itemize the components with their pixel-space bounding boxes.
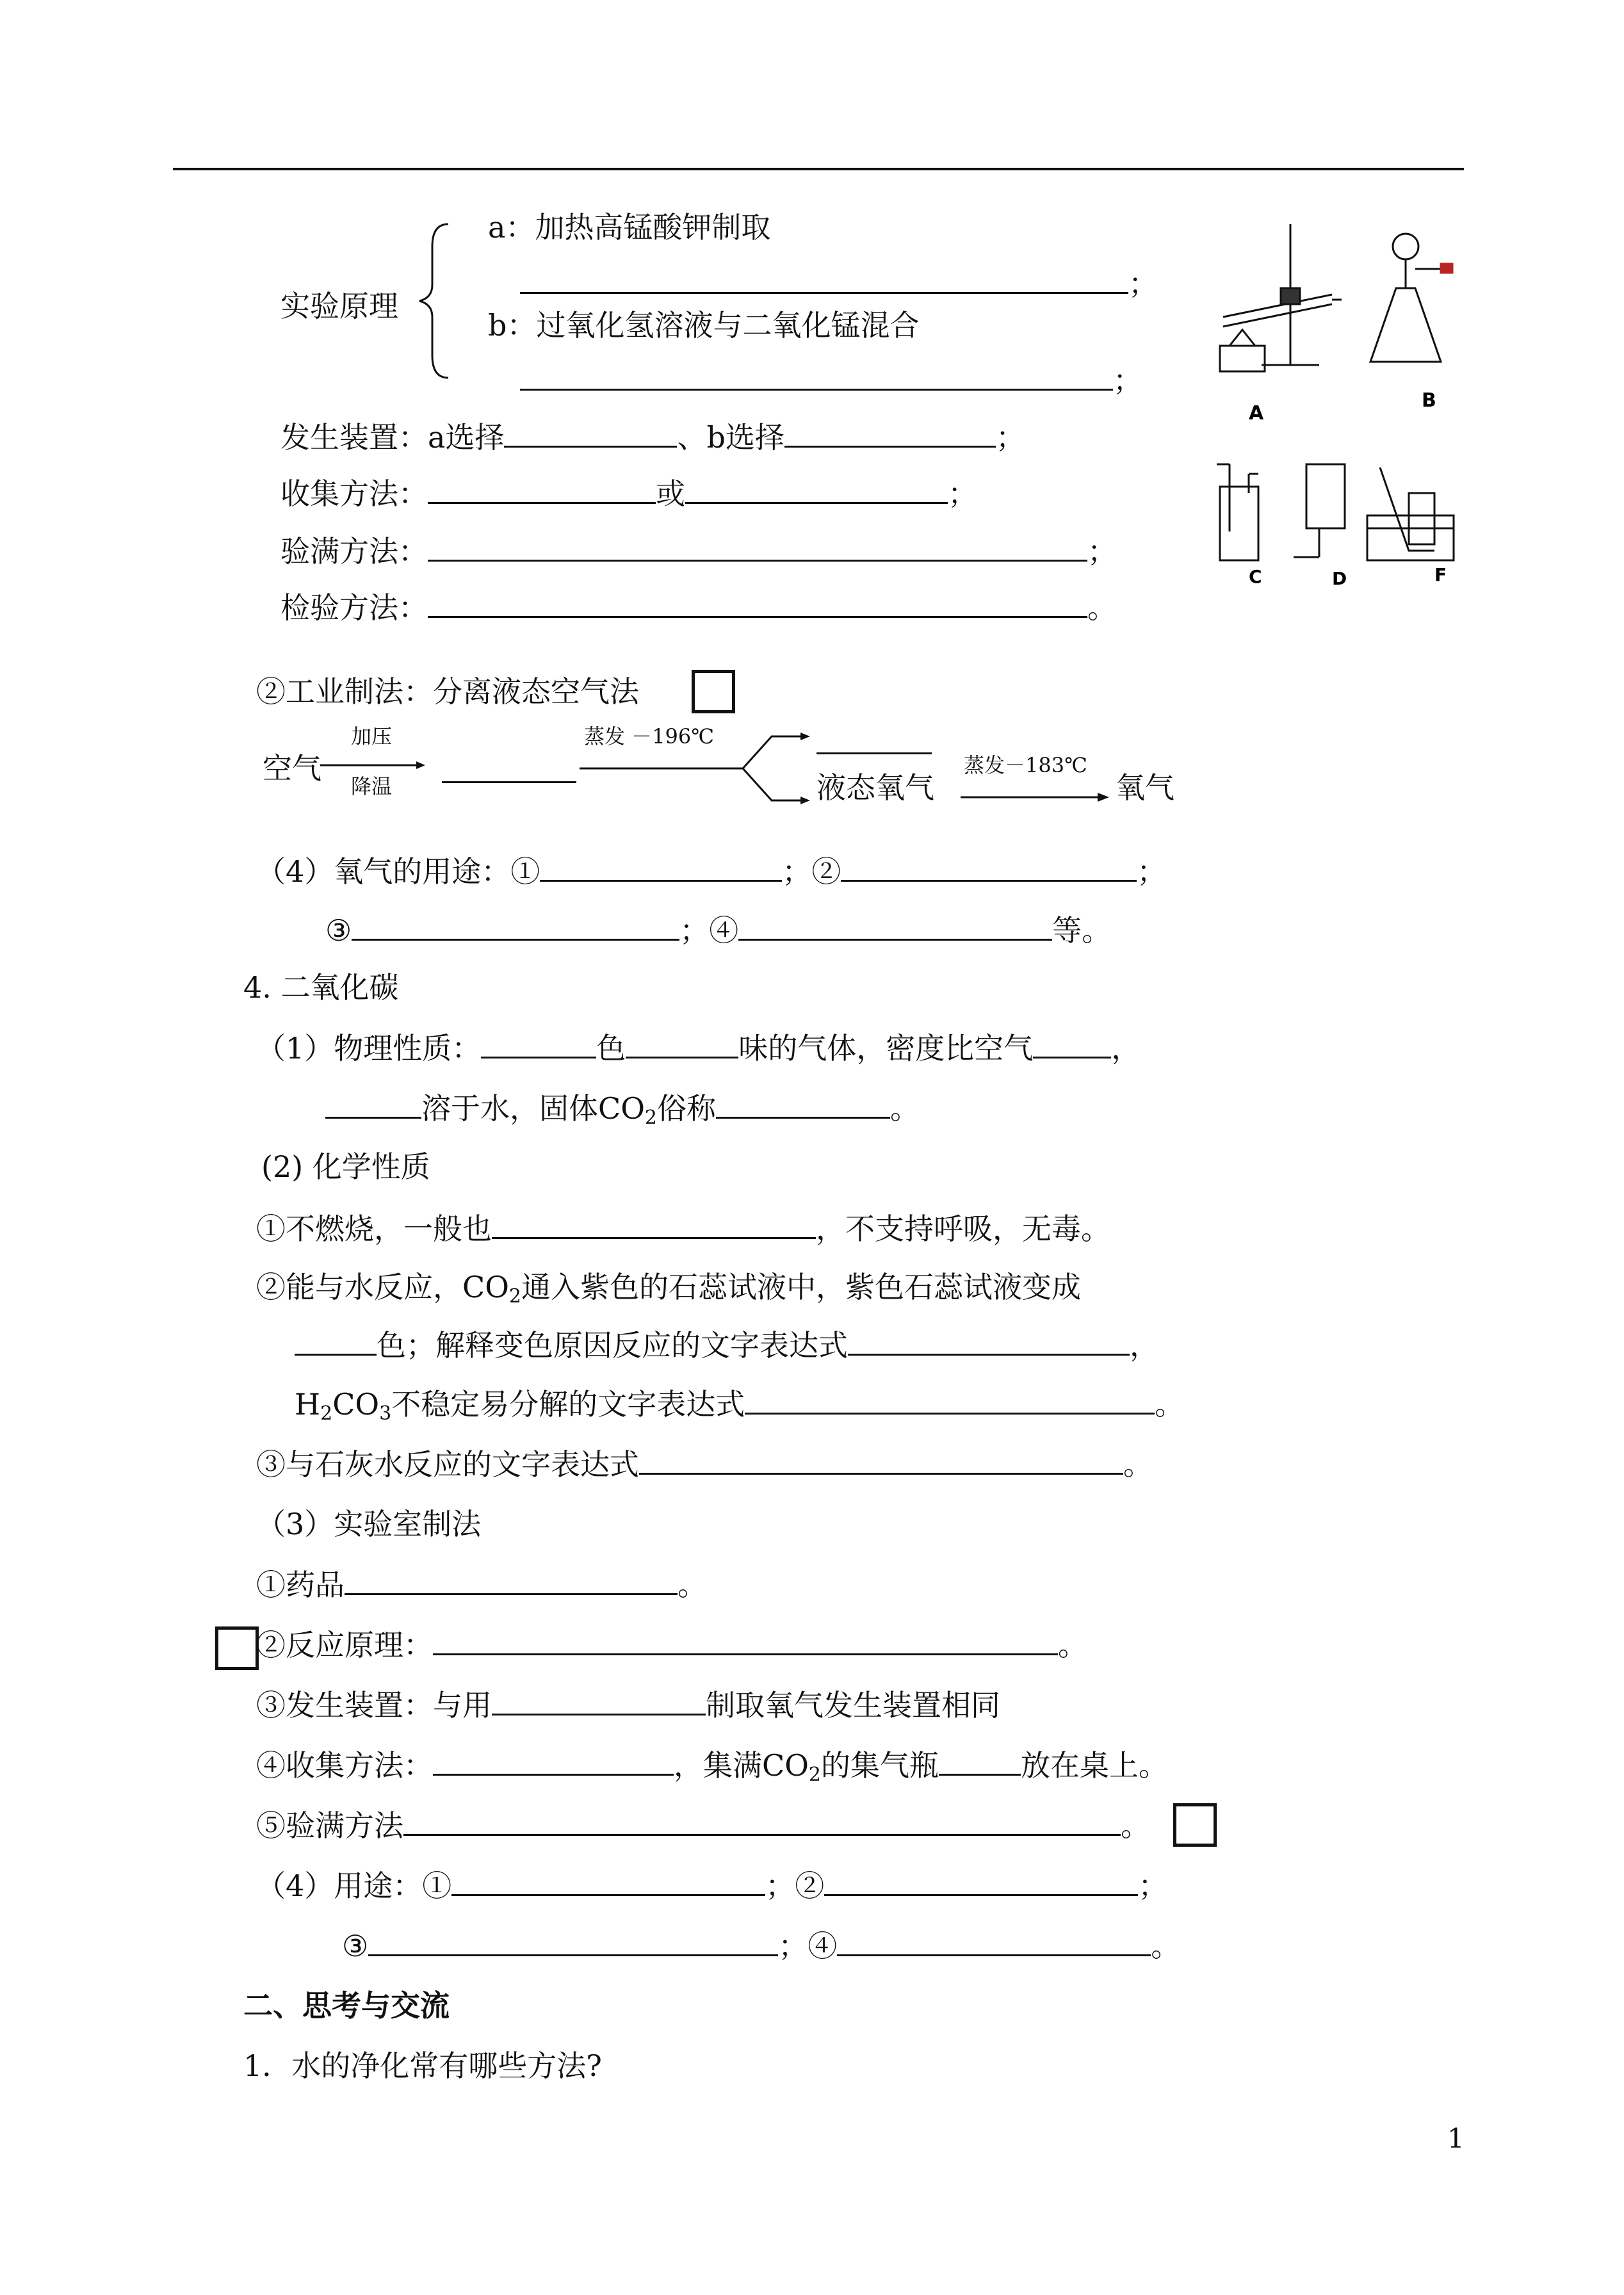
answer-blank[interactable] [824,1866,1138,1896]
full-check-row: 验满方法： ； [280,531,1117,571]
answer-blank[interactable] [738,911,1052,941]
principle-title: 实验原理 [280,289,398,323]
answer-blank[interactable] [428,474,656,504]
answer-blank[interactable] [639,1445,1123,1475]
co2-uses-row-1: （4）用途：① ；② ； [256,1866,1167,1905]
industrial-title: ②工业制法：分离液态空气法 [256,674,639,709]
flow-evap196: 蒸发 －196℃ [584,724,715,749]
answer-blank[interactable] [504,418,677,448]
figure-label-c: C [1249,566,1262,587]
co2-lab-title: （3）实验室制法 [256,1507,482,1541]
o2-uses-row-2: ③ ；④ 等。 [325,911,1111,950]
co2-lab-4: ④收集方法： ，集满$CO_2$的集气瓶 放在桌上。 [256,1746,1168,1794]
answer-blank[interactable] [481,1028,596,1058]
answer-blank[interactable] [848,1326,1130,1356]
answer-blank[interactable] [492,1209,816,1239]
checkbox[interactable] [692,670,735,713]
flow-pressurize: 加压 [351,724,393,749]
answer-blank[interactable] [520,361,1113,391]
flow-evap183: 蒸发－183℃ [964,753,1087,777]
figure-label-f: F [1434,564,1447,585]
apparatus-figure [1204,211,1498,602]
brace [416,221,455,381]
answer-blank[interactable] [784,418,996,448]
answer-blank[interactable] [540,852,782,882]
answer-blank[interactable] [433,1625,1058,1655]
answer-blank[interactable] [939,1746,1021,1776]
answer-blank[interactable] [428,531,1087,562]
page-number: 1 [1447,2123,1465,2154]
flow-liquid-o2: 液态氧气 [816,770,934,805]
answer-blank[interactable] [520,264,1128,294]
arrow-1 [320,759,429,772]
test-row: 检验方法： 。 [280,588,1117,627]
co2-chem-title: (2) 化学性质 [261,1149,430,1184]
figure-label-d: D [1332,568,1347,589]
flow-oxygen: 氧气 [1116,770,1174,805]
answer-blank[interactable] [428,588,1087,618]
answer-blank[interactable] [403,1806,1121,1836]
answer-blank[interactable] [626,1028,738,1058]
answer-blank[interactable] [352,911,679,941]
principle-b: b：过氧化氢溶液与二氧化锰混合 [488,308,920,343]
co2-uses-row-2: ③ ；④ 。 [342,1926,1180,1965]
co2-chem-1: ①不燃烧，一般也 ，不支持呼吸，无毒。 [256,1209,1110,1248]
co2-phys-row-2: 溶于水，固体$CO_2$俗称 。 [325,1089,920,1137]
answer-blank[interactable] [295,1326,377,1356]
answer-blank[interactable] [345,1565,678,1595]
answer-blank[interactable] [841,852,1137,882]
co2-chem-3: ③与石灰水反应的文字表达式 。 [256,1445,1153,1484]
apparatus-row: 发生装置：a选择 、b选择 ； [280,418,1025,457]
principle-b-blank-row: ； [520,361,1142,400]
co2-lab-2: ②反应原理： 。 [256,1625,1087,1664]
answer-blank[interactable] [1033,1028,1111,1058]
o2-uses-row-1: （4）氧气的用途：① ；② ； [256,852,1166,891]
answer-blank[interactable] [685,474,948,504]
collect-row: 收集方法： 或 ； [280,474,977,513]
co2-lab-5: ⑤验满方法 。 [256,1806,1150,1845]
co2-heading: 4. 二氧化碳 [243,970,399,1005]
answer-blank[interactable] [325,1089,421,1119]
flow-blank-1[interactable] [442,781,576,783]
section2-title: 二、思考与交流 [243,1988,450,2023]
co2-chem-2a: ②能与水反应，$CO_2$通入紫色的石蕊试液中，紫色石蕊试液变成 [256,1270,1082,1308]
figure-label-b: B [1422,389,1436,412]
answer-blank[interactable] [837,1926,1151,1956]
co2-chem-2c: $H_2CO_3$不稳定易分解的文字表达式 。 [295,1384,1184,1433]
co2-chem-2b: 色；解释变色原因反应的文字表达式 ， [295,1326,1159,1365]
flow-air: 空气 [263,751,321,786]
answer-blank[interactable] [716,1089,890,1119]
answer-blank[interactable] [451,1866,765,1896]
answer-blank[interactable] [745,1384,1155,1415]
flow-blank-2[interactable] [816,752,932,754]
co2-phys-row-1: （1）物理性质： 色 味的气体，密度比空气 ， [256,1028,1141,1067]
principle-a-blank-row: ； [520,264,1158,303]
flow-cool: 降温 [351,774,393,799]
checkbox[interactable] [215,1626,259,1670]
co2-lab-3: ③发生装置：与用 制取氧气发生装置相同 [256,1685,1000,1724]
fork-arrow [580,724,823,813]
checkbox[interactable] [1173,1803,1217,1847]
arrow-2 [961,791,1114,804]
answer-blank[interactable] [492,1685,706,1715]
answer-blank[interactable] [368,1926,778,1956]
figure-label-a: A [1249,402,1264,425]
answer-blank[interactable] [433,1746,674,1776]
principle-a: a：加热高锰酸钾制取 [488,210,771,245]
top-rule [173,168,1464,170]
section2-question-1: 1．水的净化常有哪些方法? [243,2048,602,2083]
co2-lab-1: ①药品 。 [256,1565,707,1604]
